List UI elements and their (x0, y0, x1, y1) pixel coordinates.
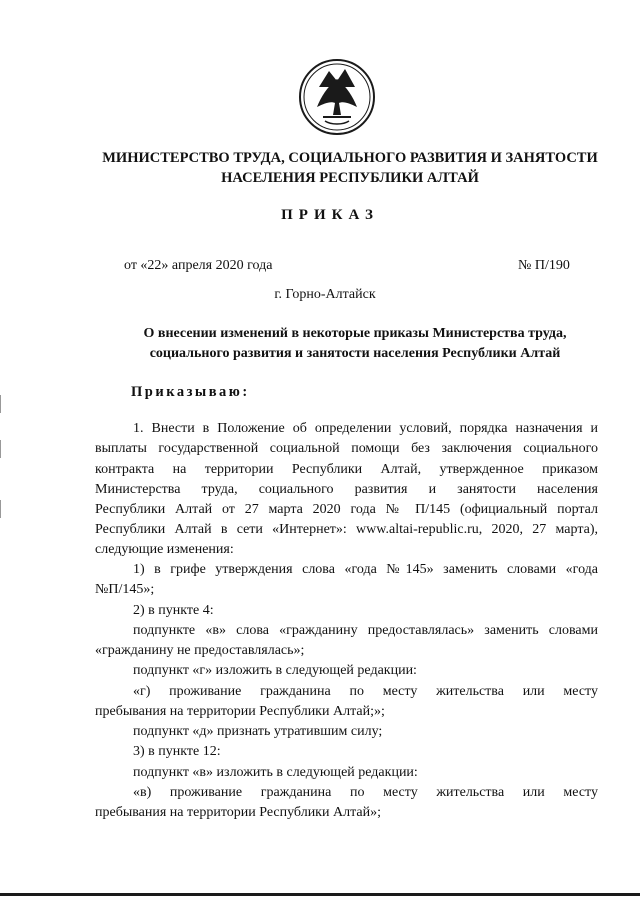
body-line: «г) проживание гражданина по месту жительства или месту (133, 684, 598, 699)
body-line: пребывания на территории Республики Алтай;»; (95, 704, 385, 719)
body-line: «в) проживание гражданина по месту жительства или месту (133, 785, 598, 800)
body-line: 1. Внести в Положение об определении условий, порядка назначения и (133, 421, 598, 436)
body-line: подпункт «г» изложить в следующей редакции: (133, 663, 417, 678)
subject-line-2: социального развития и занятости населения Республики Алтай (149, 346, 561, 361)
subject-line-1: О внесении изменений в некоторые приказы Министерства труда, (143, 326, 567, 341)
body-line: Республики Алтай от 27 марта 2020 года № П/145 (официальный портал (95, 502, 598, 517)
scan-margin-mark (0, 395, 1, 413)
scan-margin-mark (0, 440, 1, 458)
body-line: пребывания на территории Республики Алтай»; (95, 805, 381, 820)
body-line: Республики Алтай в сети «Интернет»: www.altai-republic.ru, 2020, 27 марта), (95, 522, 598, 537)
order-directive: Приказываю: (131, 384, 250, 400)
body-line: следующие изменения: (95, 542, 234, 557)
scan-bottom-edge (0, 893, 640, 896)
order-title: ПРИКАЗ (281, 207, 379, 223)
body-line: подпункте «в» слова «гражданину предоставлялась» заменить словами (133, 623, 598, 638)
order-number: № П/190 (518, 258, 570, 273)
altai-republic-coat-of-arms-icon (297, 57, 377, 137)
body-line: выплаты государственной социальной помощи без заключения социального (95, 441, 598, 456)
body-line: 2) в пункте 4: (133, 603, 214, 618)
body-line: Министерства труда, социального развития и занятости населения (95, 482, 598, 497)
body-line: 3) в пункте 12: (133, 744, 221, 759)
order-date: от «22» апреля 2020 года (124, 258, 273, 273)
body-line: подпункт «д» признать утратившим силу; (133, 724, 383, 739)
body-line: подпункт «в» изложить в следующей редакции: (133, 765, 418, 780)
ministry-name-line-1: МИНИСТЕРСТВО ТРУДА, СОЦИАЛЬНОГО РАЗВИТИЯ И ЗАНЯТОСТИ (102, 150, 598, 166)
body-line: контракта на территории Республики Алтай, утвержденное приказом (95, 462, 598, 477)
body-line: №П/145»; (95, 582, 155, 597)
body-line: 1) в грифе утверждения слова «года №145» заменить словами «года (133, 562, 598, 577)
ministry-name-line-2: НАСЕЛЕНИЯ РЕСПУБЛИКИ АЛТАЙ (221, 170, 479, 186)
scan-margin-mark (0, 500, 1, 518)
order-city: г. Горно-Алтайск (274, 287, 376, 302)
body-line: «гражданину не предоставлялась»; (95, 643, 305, 658)
